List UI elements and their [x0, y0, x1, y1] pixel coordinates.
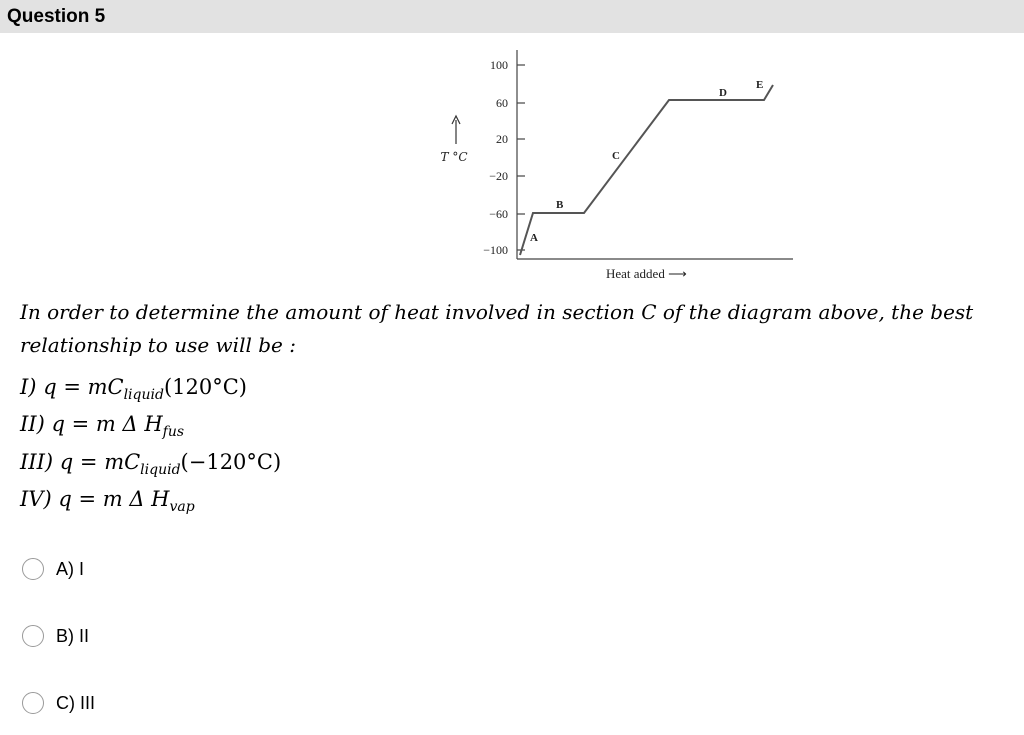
y-tick-label-20: 20: [496, 132, 508, 146]
heating-curve-line: [520, 85, 773, 255]
segment-label-b: B: [556, 199, 564, 211]
segment-label-c: C: [612, 150, 620, 162]
question-title: Question 5: [7, 6, 106, 27]
heating-curve-diagram: [420, 40, 820, 290]
relationship-i-eq: =: [56, 375, 88, 399]
y-tick-label-minus100: −100: [483, 243, 508, 257]
relationship-iii-sub: liquid: [140, 462, 181, 479]
relationship-ii: [20, 412, 184, 440]
relationship-ii-sub: fus: [162, 424, 185, 441]
choice-c-radio[interactable]: [22, 692, 44, 714]
relationship-i-sub: liquid: [123, 387, 164, 404]
choice-b-label[interactable]: B) II: [56, 625, 90, 646]
relationship-iii-lhs: q: [59, 450, 74, 474]
relationship-i-base: mC: [87, 375, 124, 399]
choice-b[interactable]: [22, 622, 89, 650]
y-tick-label-minus20: −20: [489, 169, 508, 183]
relationship-iii-tail: (−120°C): [180, 450, 282, 474]
choice-a-label[interactable]: A) I: [56, 558, 85, 579]
relationship-ii-base: m Δ H: [95, 412, 163, 436]
segment-label-d: D: [719, 87, 727, 99]
relationship-ii-id: II): [20, 412, 45, 436]
y-axis-label: T °C: [440, 150, 468, 164]
y-tick-label-60: 60: [496, 96, 508, 110]
relationship-i-tail: (120°C): [163, 375, 247, 399]
relationship-i-lhs: q: [43, 375, 57, 399]
relationship-iv-eq: =: [71, 487, 103, 511]
x-axis-label: Heat added ⟶: [606, 266, 687, 281]
choice-c-label[interactable]: C) III: [56, 692, 95, 713]
relationship-iii-eq: =: [73, 450, 105, 474]
segment-label-a: A: [530, 232, 538, 244]
relationship-iv: [20, 487, 195, 515]
question-prompt: In order to determine the amount of heat involved in section C of the diagram above, the best relationship to use will be :: [20, 300, 974, 357]
relationship-iv-base: m Δ H: [102, 487, 170, 511]
relationship-ii-eq: =: [64, 412, 96, 436]
relationship-i: [20, 375, 247, 403]
relationship-i-id: I): [20, 375, 37, 399]
relationship-iii: [20, 450, 281, 478]
choice-c[interactable]: [22, 689, 95, 717]
segment-label-e: E: [756, 79, 764, 91]
choice-a-radio[interactable]: [22, 558, 44, 580]
relationship-iii-id: III): [20, 450, 54, 474]
relationship-iii-base: mC: [104, 450, 141, 474]
question-header: [0, 0, 1024, 33]
relationship-ii-lhs: q: [51, 412, 65, 436]
y-tick-label-minus60: −60: [489, 207, 508, 221]
relationship-iv-sub: vap: [169, 499, 195, 516]
choice-a[interactable]: [22, 555, 84, 583]
relationship-iv-id: IV): [20, 487, 52, 511]
y-tick-label-100: 100: [490, 58, 508, 72]
relationship-iv-lhs: q: [58, 487, 72, 511]
choice-b-radio[interactable]: [22, 625, 44, 647]
